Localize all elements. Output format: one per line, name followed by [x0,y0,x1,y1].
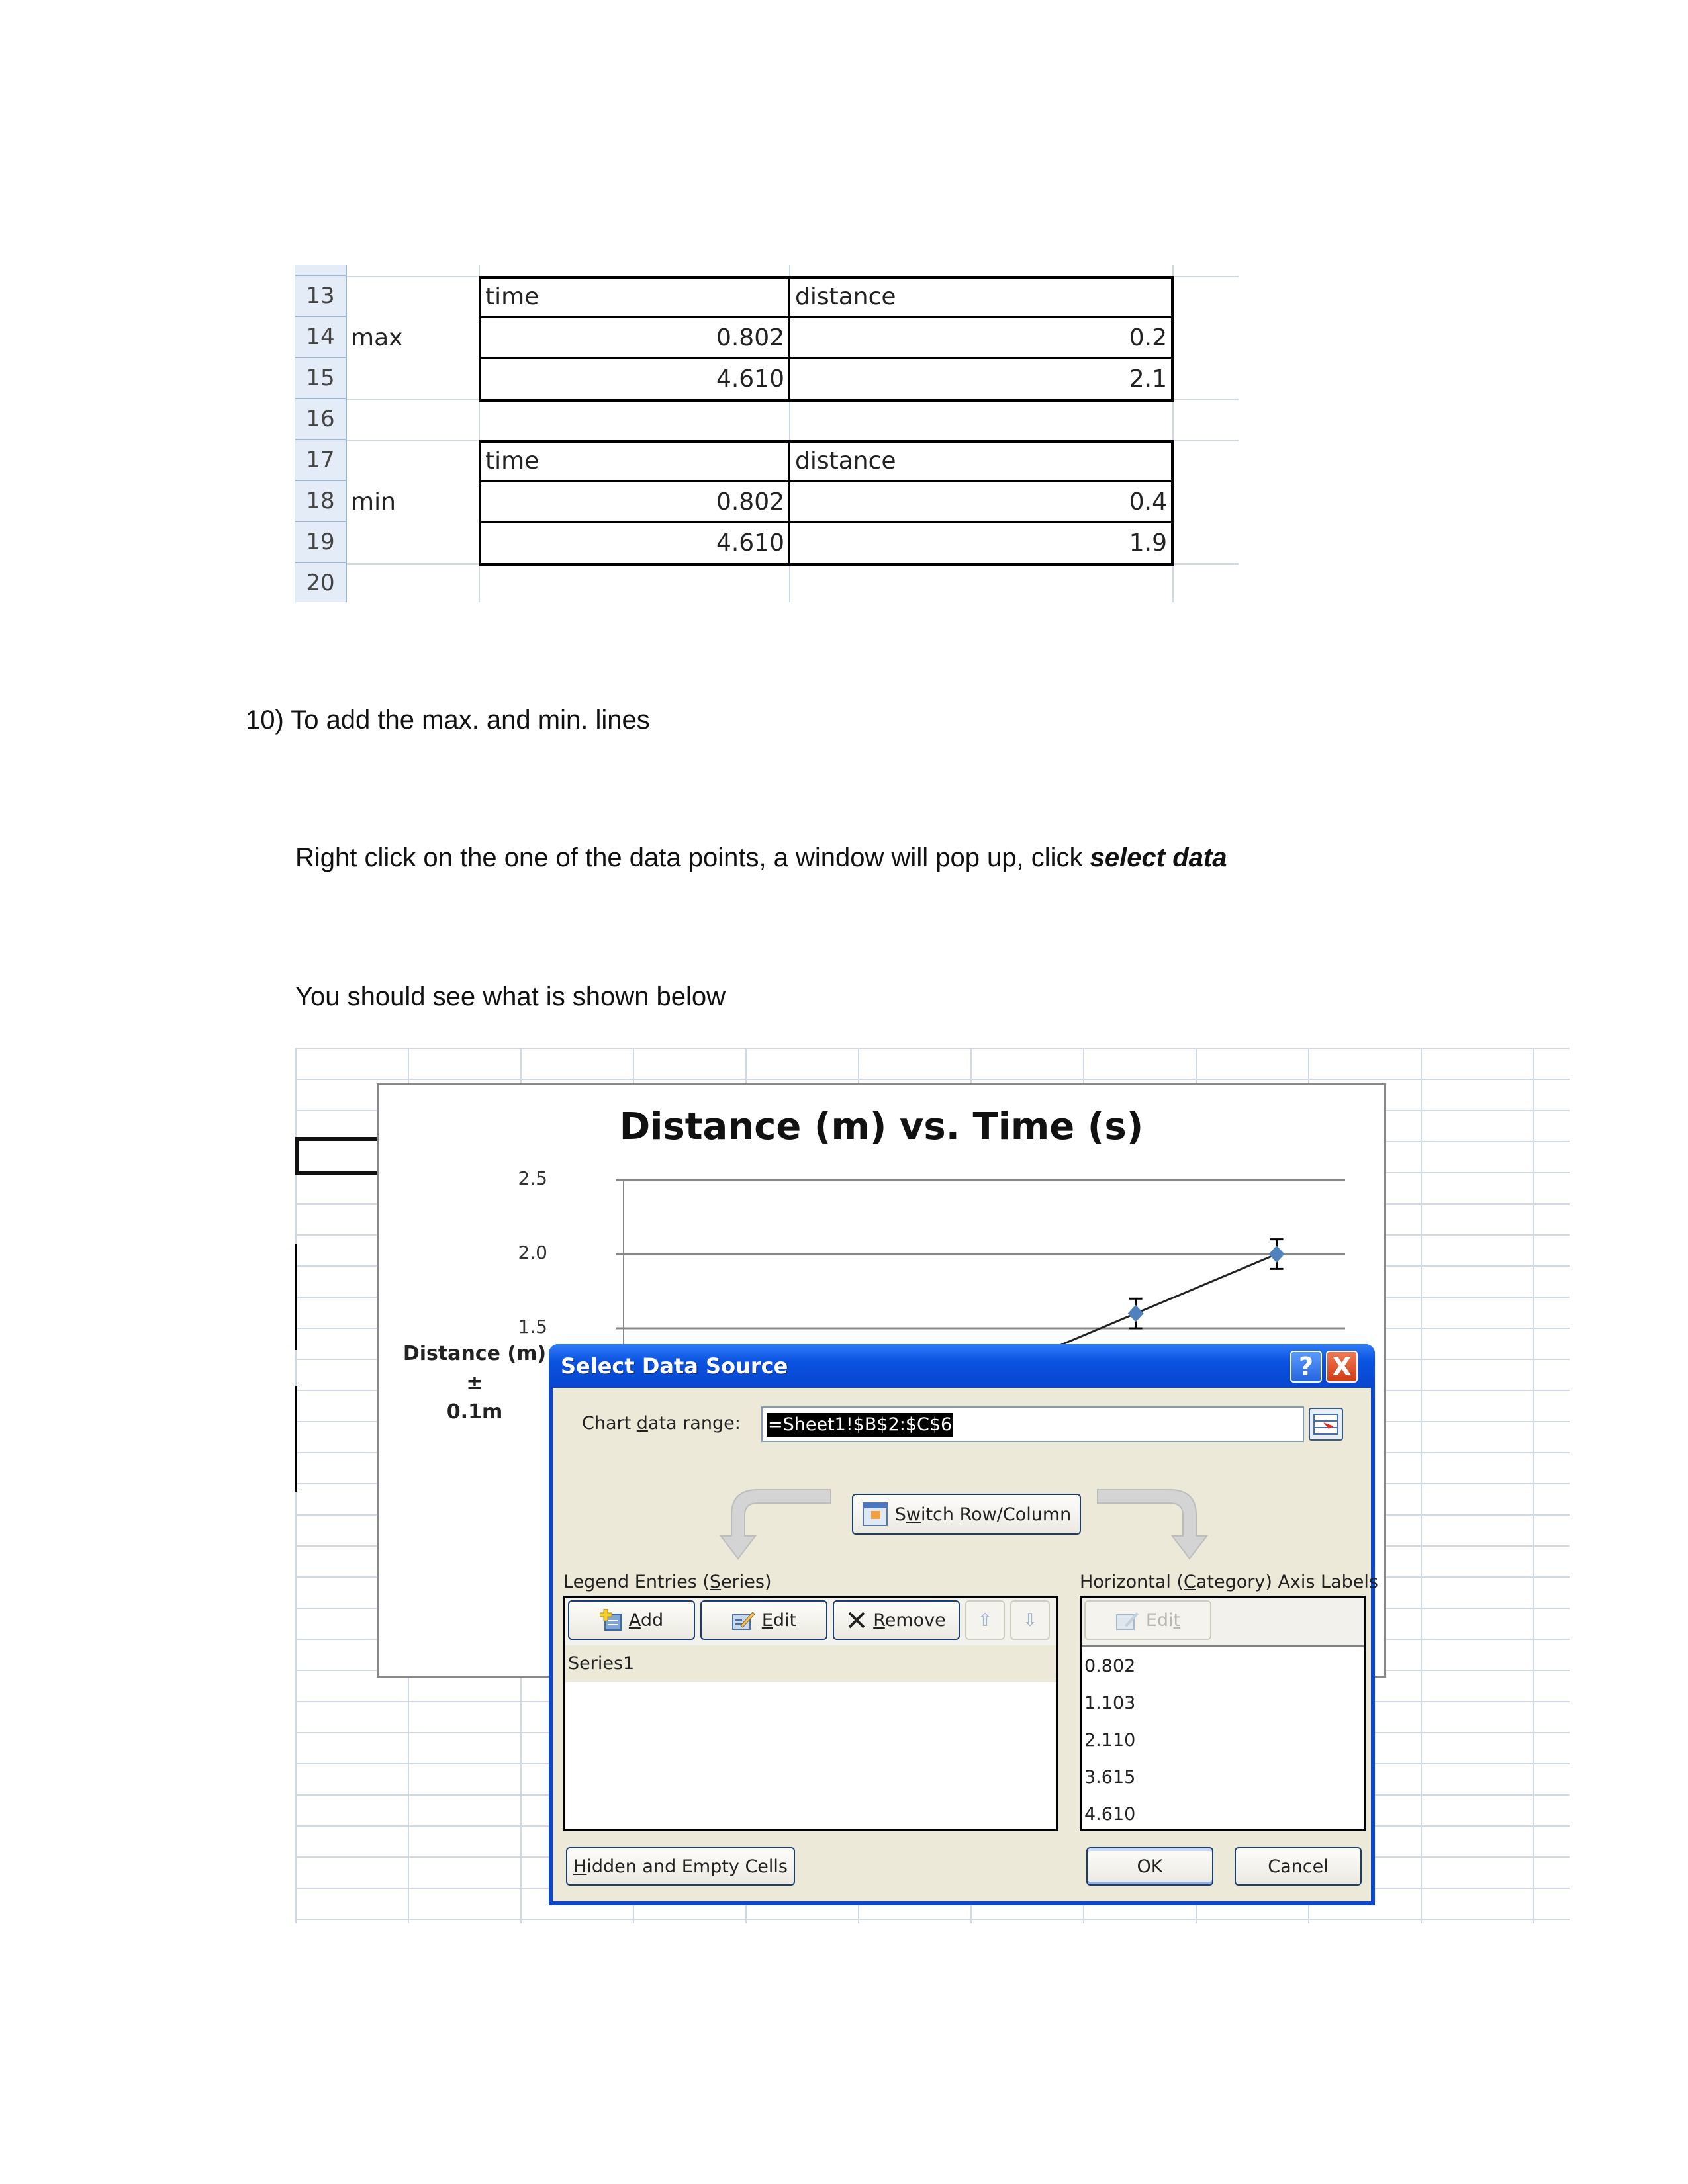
label-accesskey: R [873,1610,885,1631]
cell-max-distance-2[interactable]: 2.1 [1129,365,1167,392]
label-text: ata range: [647,1413,741,1433]
y-tick-label: 1.5 [518,1316,547,1338]
series-name: Series1 [568,1653,635,1674]
remove-label [873,1610,946,1631]
cell-distance-header[interactable]: distance [795,447,896,475]
label-accesskey: A [628,1610,641,1631]
row-header[interactable]: 16 [295,399,347,440]
remove-series-button[interactable] [833,1600,960,1640]
row-header[interactable]: 14 [295,317,347,358]
row-header[interactable]: 20 [295,563,347,602]
row-header-12[interactable] [295,265,347,276]
cell-max-label[interactable]: max [351,324,403,351]
collapse-dialog-button[interactable] [1309,1408,1343,1441]
row-header[interactable]: 13 [295,276,347,317]
cell-min-time-2[interactable]: 4.610 [716,529,784,557]
add-series-button[interactable] [568,1600,695,1640]
move-down-button[interactable] [1010,1600,1050,1640]
left-curved-arrow-icon [718,1488,831,1561]
chart-data-range-label [582,1413,741,1433]
right-curved-arrow-icon [1097,1488,1209,1561]
instruction-text: Right click on the one of the data points, a window will pop up, click [295,843,1090,872]
cancel-button[interactable]: Cancel [1235,1847,1362,1886]
select-data-source-dialog [549,1344,1378,1905]
label-text: S [894,1504,906,1525]
row-header[interactable]: 15 [295,358,347,399]
label-text: Horizontal ( [1080,1572,1184,1592]
add-label [629,1610,663,1631]
gridline [295,1048,1570,1049]
category-item[interactable]: 4.610 [1084,1804,1136,1825]
label-text: eries) [721,1572,772,1592]
row-header[interactable]: 19 [295,522,347,563]
label-text: idden and Empty Cells [586,1856,788,1877]
data-point [1128,1305,1144,1322]
label-text: emove [884,1610,946,1631]
label-text: dd [640,1610,664,1631]
label-text: Legend Entries ( [563,1572,710,1592]
chart-data-range-value: =Sheet1!$B$2:$C$6 [767,1413,953,1437]
label-accesskey: S [709,1572,722,1592]
legend-entries-list[interactable] [563,1596,1058,1831]
label-accesskey: H [573,1856,587,1877]
category-item[interactable]: 1.103 [1084,1693,1136,1713]
row-header[interactable]: 18 [295,481,347,522]
cell-border-left [295,1386,297,1492]
label-text: Edi [1145,1610,1174,1631]
arrow-up-icon: ⇧ [977,1610,993,1631]
cell-max-time-1[interactable]: 0.802 [716,324,784,351]
cell-time-header[interactable]: time [485,447,539,475]
gridline [1533,1048,1534,1923]
dialog-titlebar[interactable] [549,1344,1375,1388]
row-header[interactable]: 17 [295,440,347,481]
label-text: dit [773,1610,797,1631]
gridline [295,1919,1570,1920]
chart-data-range-input[interactable] [761,1406,1304,1442]
category-item[interactable]: 3.615 [1084,1767,1136,1788]
y-tick-label: 2.5 [518,1167,547,1189]
hidden-empty-cells-label [573,1856,788,1877]
help-button[interactable]: ? [1290,1351,1322,1383]
cell-max-distance-1[interactable]: 0.2 [1129,324,1167,351]
cell-distance-header[interactable]: distance [795,283,896,310]
edit-category-button[interactable] [1084,1600,1211,1640]
instruction-right-click [295,843,1227,873]
instruction-emphasis: select data [1090,843,1227,872]
instruction-see-below: You should see what is shown below [295,982,726,1011]
cell-min-label[interactable]: min [351,488,396,516]
label-text: ategory) Axis Labels [1196,1572,1378,1592]
edit-series-button[interactable] [700,1600,827,1640]
list-item-selected[interactable] [565,1645,1056,1682]
switch-row-column-button[interactable] [852,1494,1081,1535]
remove-icon [847,1610,867,1630]
category-item[interactable]: 2.110 [1084,1730,1136,1751]
label-accesskey: w [906,1504,921,1525]
edit-label [762,1610,796,1631]
label-accesskey: d [636,1413,648,1433]
dialog-title: Select Data Source [561,1353,788,1379]
selected-cell[interactable] [295,1137,377,1175]
category-axis-labels-label [1080,1572,1378,1592]
arrow-down-icon: ⇩ [1022,1610,1038,1631]
label-text: itch Row/Column [920,1504,1072,1525]
edit-category-label [1146,1610,1180,1631]
edit-icon [1115,1610,1139,1631]
move-up-button[interactable] [965,1600,1005,1640]
hidden-empty-cells-button[interactable] [566,1847,795,1886]
cell-min-time-1[interactable]: 0.802 [716,488,784,516]
gridline [1421,1048,1422,1923]
switch-row-column-icon [862,1502,888,1527]
label-accesskey: t [1173,1610,1181,1631]
edit-icon [731,1610,755,1631]
y-axis-title-line2: 0.1m [446,1400,503,1424]
table-divider [788,440,790,566]
chart-title: Distance (m) vs. Time (s) [619,1105,1144,1148]
add-icon [600,1609,622,1631]
y-axis-title-line1: Distance (m) ± [402,1342,547,1394]
cell-border-left [295,1244,297,1350]
legend-entries-label [563,1572,772,1592]
label-accesskey: E [761,1610,773,1631]
close-button[interactable]: X [1326,1351,1358,1383]
cell-max-time-2[interactable]: 4.610 [716,365,784,392]
spreadsheet-excerpt-top [295,265,1239,602]
table-divider [788,276,790,402]
gridline [295,1079,1570,1080]
label-text: Chart [582,1413,637,1433]
label-accesskey: C [1183,1572,1196,1592]
category-labels-list[interactable] [1080,1596,1366,1831]
switch-row-column-label [895,1504,1072,1525]
ok-button[interactable]: OK [1086,1847,1213,1886]
cell-min-distance-2[interactable]: 1.9 [1129,529,1167,557]
range-selector-icon [1310,1409,1342,1439]
step-heading: 10) To add the max. and min. lines [246,705,650,735]
cell-time-header[interactable]: time [485,283,539,310]
cell-min-distance-1[interactable]: 0.4 [1129,488,1167,516]
y-tick-label: 2.0 [518,1242,547,1263]
data-point [1269,1246,1285,1263]
category-item[interactable]: 0.802 [1084,1656,1136,1676]
